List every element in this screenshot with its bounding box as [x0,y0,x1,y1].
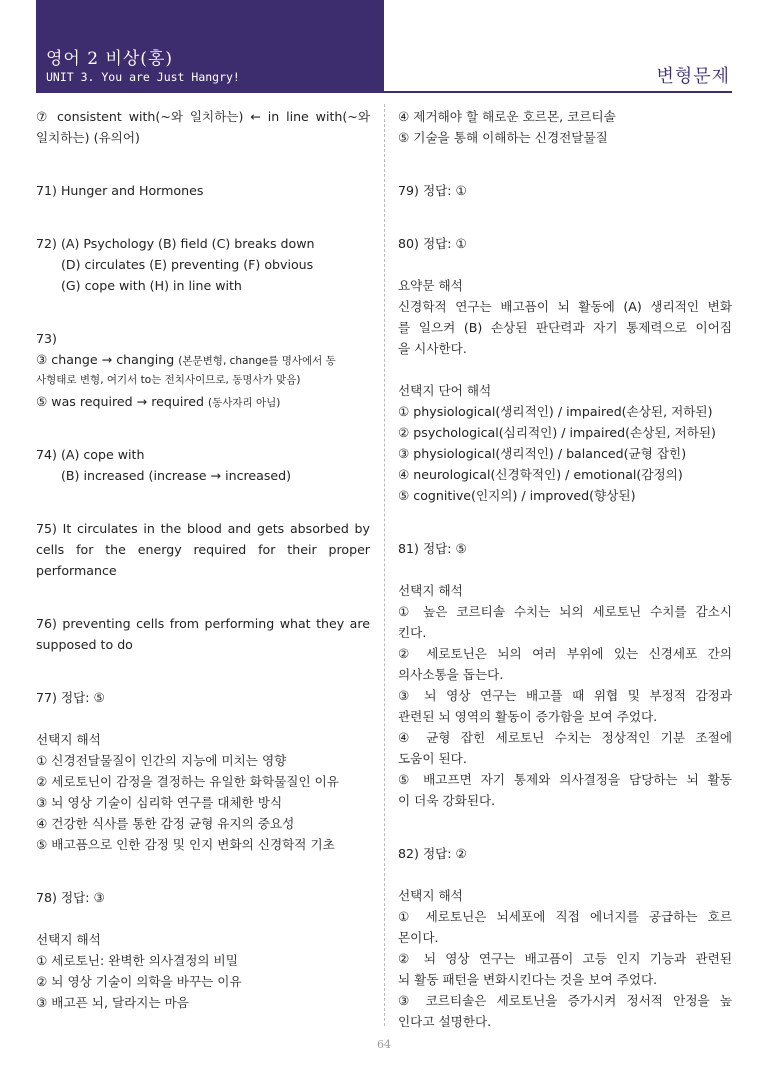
answer-note: 사형태로 변형, 여기서 to는 전치사이므로, 동명사가 맞음) [36,374,301,386]
choice-item: ① 높은 코르티솔 수치는 뇌의 세로토닌 수치를 감소시 [398,604,732,619]
answer-line: ⑦ consistent with(~와 일치하는) ← in line with(~와 [36,109,370,124]
left-column [36,106,370,1013]
answer-line: performance [36,563,117,578]
section-heading: 선택지 해석 [36,932,101,947]
answer-note: (동사자리 아님) [207,397,281,409]
answer-73: 73) [36,331,57,346]
answer-77: 77) 정답: ⑤ [36,690,105,705]
answer-82: 82) 정답: ② [398,846,467,861]
choice-item: 관련된 뇌 영역의 활동이 증가함을 보여 주었다. [398,709,658,724]
choice-item: ② 뇌 영상 연구는 배고픔이 고등 인지 기능과 관련된 [398,951,732,966]
summary-line: 를 일으켜 (B) 손상된 판단력과 자기 통제력으로 이어짐 [398,320,732,335]
unit-title: UNIT 3. You are Just Hangry! [46,70,240,84]
answer-line: supposed to do [36,637,133,652]
answer-main: ⑤ was required → required [36,394,208,409]
choice-item: 몬이다. [398,930,439,945]
section-heading: 선택지 해석 [398,888,463,903]
choice-item: ⑤ 기술을 통해 이해하는 신경전달물질 [398,130,608,145]
answer-78: 78) 정답: ③ [36,890,105,905]
choice-item: 의사소통을 돕는다. [398,667,504,682]
header-banner [36,0,384,91]
answer-line: 일치하는) (유의어) [36,130,140,145]
choice-item: ① 세로토닌: 완벽한 의사결정의 비밀 [36,953,238,968]
choice-item: 킨다. [398,625,427,640]
choice-item: ③ 배고픈 뇌, 달라지는 마음 [36,995,189,1010]
section-heading: 선택지 해석 [398,583,463,598]
section-heading: 요약문 해석 [398,278,463,293]
page-number: 64 [377,1038,391,1051]
right-column [398,106,732,1032]
answer-79: 79) 정답: ① [398,183,467,198]
answer-71: 71) Hunger and Hormones [36,183,204,198]
section-heading: 선택지 해석 [36,732,101,747]
choice-item: ③ physiological(생리적인) / balanced(균형 잡힌) [398,446,687,461]
choice-item: ④ 균형 잡힌 세로토닌 수치는 정상적인 기분 조절에 [398,730,732,745]
choice-item: ② psychological(심리적인) / impaired(손상된, 저하된) [398,425,716,440]
choice-item: ② 세로토닌이 감정을 결정하는 유일한 화학물질인 이유 [36,774,339,789]
answer-line: (B) increased (increase → increased) [61,468,292,483]
header-rule [36,91,732,93]
column-divider [384,104,385,1026]
answer-74: 74) (A) cope with [36,447,145,462]
section-label: 변형문제 [656,66,730,87]
summary-line: 을 시사한다. [398,341,467,356]
answer-80: 80) 정답: ① [398,236,467,251]
choice-item: ③ 뇌 영상 연구는 배고플 때 위협 및 부정적 감정과 [398,688,732,703]
answer-line: (D) circulates (E) preventing (F) obvious [61,257,314,272]
answer-76: 76) preventing cells from performing what they are [36,616,370,631]
choice-item: 이 더욱 강화된다. [398,793,496,808]
answer-line: (G) cope with (H) in line with [61,278,242,293]
choice-item: ④ 건강한 식사를 통한 감정 균형 유지의 중요성 [36,816,295,831]
choice-item: 인다고 설명한다. [398,1014,492,1029]
choice-item: ③ 코르티솔은 세로토닌을 증가시켜 정서적 안정을 높 [398,993,732,1008]
choice-item: ⑤ 배고픔으로 인한 감정 및 인지 변화의 신경학적 기초 [36,837,335,852]
answer-line: cells for the energy required for their proper [36,542,370,557]
summary-line: 신경학적 연구는 배고픔이 뇌 활동에 (A) 생리적인 변화 [398,299,732,314]
choice-item: ① 신경전달물질이 인간의 지능에 미치는 영향 [36,753,287,768]
answer-line [36,349,370,370]
section-heading: 선택지 단어 해석 [398,383,492,398]
choice-item: ⑤ 배고프면 자기 통제와 의사결정을 담당하는 뇌 활동 [398,772,732,787]
answer-main: ③ change → changing [36,352,179,367]
answer-note: (본문변형, change를 명사에서 동 [178,355,336,367]
choice-item: ② 세로토닌은 뇌의 여러 부위에 있는 신경세포 간의 [398,646,732,661]
choice-item: ④ neurological(신경학적인) / emotional(감정의) [398,467,683,482]
answer-72: 72) (A) Psychology (B) field (C) breaks down [36,236,315,251]
choice-item: ③ 뇌 영상 기술이 심리학 연구를 대체한 방식 [36,795,283,810]
choice-item: ① physiological(생리적인) / impaired(손상된, 저하된) [398,404,713,419]
answer-81: 81) 정답: ⑤ [398,541,467,556]
choice-item: ② 뇌 영상 기술이 의학을 바꾸는 이유 [36,974,242,989]
choice-item: ⑤ cognitive(인지의) / improved(향상된) [398,488,636,503]
choice-item: ④ 제거해야 할 해로운 호르몬, 코르티솔 [398,109,616,124]
answer-75: 75) It circulates in the blood and gets absorbed by [36,521,370,536]
choice-item: 뇌 활동 패턴을 변화시킨다는 것을 보여 주었다. [398,972,658,987]
textbook-title: 영어 2 비상(홍) [46,49,173,69]
choice-item: 도움이 된다. [398,751,467,766]
choice-item: ① 세로토닌은 뇌세포에 직접 에너지를 공급하는 호르 [398,909,732,924]
answer-line [36,391,370,412]
